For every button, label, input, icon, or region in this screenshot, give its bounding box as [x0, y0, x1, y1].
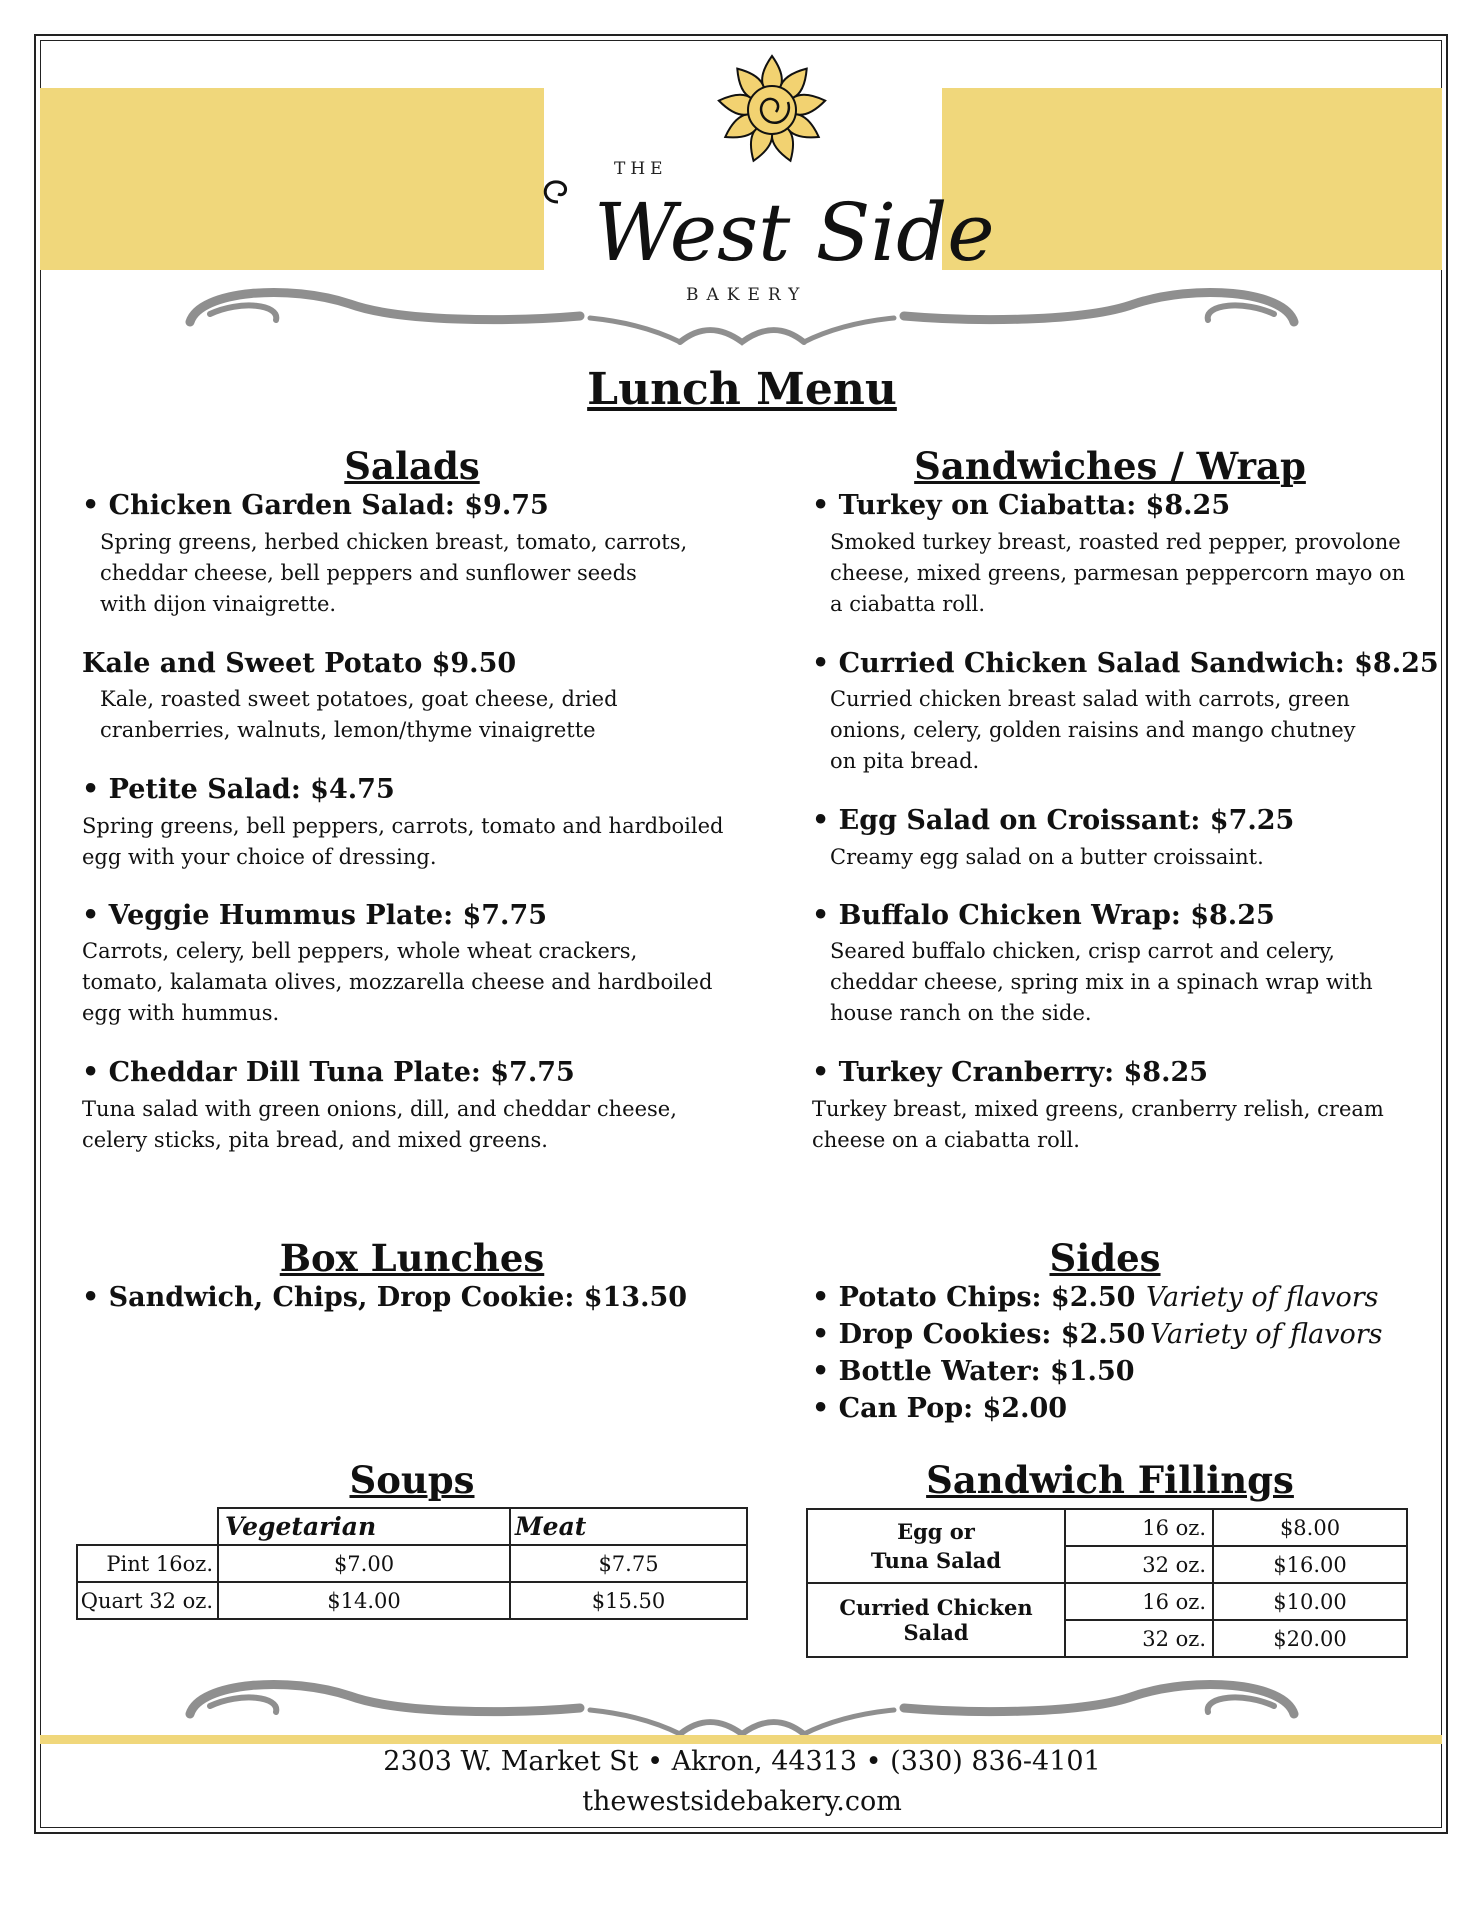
filling-curried-chicken: Curried Chicken Salad: [807, 1583, 1065, 1657]
page-title: Lunch Menu: [587, 364, 897, 415]
salad-item-5-desc: Tuna salad with green onions, dill, and cheddar cheese, celery sticks, pita bread, and mixed greens.: [82, 1097, 677, 1152]
sandwiches-heading: Sandwiches / Wrap: [914, 444, 1306, 488]
side-item-4-name: • Can Pop: $2.00: [812, 1393, 1068, 1424]
filling-egg-tuna: [807, 1509, 1065, 1583]
sides-heading: Sides: [1049, 1236, 1161, 1280]
salad-item-4-desc: Carrots, celery, bell peppers, whole wheat crackers, tomato, kalamata olives, mozzarella cheese and hardboiled egg with hummus.: [82, 939, 713, 1025]
filling-price: $10.00: [1213, 1583, 1407, 1620]
salad-item-4-name: • Veggie Hummus Plate: $7.75: [82, 900, 548, 931]
bottom-swirl-ornament: [180, 1672, 1304, 1740]
footer-website[interactable]: thewestsidebakery.com: [582, 1786, 902, 1817]
sandwich-item-3-name: • Egg Salad on Croissant: $7.25: [812, 805, 1295, 836]
salad-item-1-name: • Chicken Garden Salad: $9.75: [82, 490, 549, 521]
sandwich-item-1-name: • Turkey on Ciabatta: $8.25: [812, 490, 1231, 521]
fillings-heading: Sandwich Fillings: [926, 1458, 1294, 1502]
side-item-2-name: • Drop Cookies: $2.50: [812, 1319, 1146, 1350]
salad-item-1-desc: Spring greens, herbed chicken breast, tomato, carrots, cheddar cheese, bell peppers and sunflower seeds with dijon vinaigrette.: [100, 530, 688, 616]
soups-veg-price: $7.00: [218, 1545, 510, 1582]
side-item-2-note: Variety of flavors: [1150, 1319, 1383, 1350]
soups-table: [76, 1507, 748, 1620]
footer-band: [40, 1735, 1442, 1744]
logo-bakery: BAKERY: [686, 285, 808, 305]
sandwich-item-5-desc: Turkey breast, mixed greens, cranberry relish, cream cheese on a ciabatta roll.: [812, 1097, 1384, 1152]
side-item-1-name: • Potato Chips: $2.50: [812, 1282, 1136, 1313]
logo-name: West Side: [594, 186, 995, 279]
soups-heading: Soups: [349, 1458, 475, 1502]
table-row: [77, 1582, 747, 1619]
footer-address: 2303 W. Market St • Akron, 44313 • (330) 836-4101: [383, 1746, 1101, 1777]
soups-meat-price: $7.75: [510, 1545, 747, 1582]
sandwich-item-1-desc: Smoked turkey breast, roasted red pepper, provolone cheese, mixed greens, parmesan peppercorn mayo on a ciabatta roll.: [830, 530, 1406, 616]
sun-icon: [717, 56, 827, 164]
box-lunches-heading: Box Lunches: [279, 1236, 545, 1280]
box-lunch-item: • Sandwich, Chips, Drop Cookie: $13.50: [82, 1282, 688, 1313]
side-item-3-name: • Bottle Water: $1.50: [812, 1356, 1135, 1387]
side-item-1-note: Variety of flavors: [1146, 1282, 1379, 1313]
filling-price: $8.00: [1213, 1509, 1407, 1546]
header-band-right: [942, 88, 1442, 270]
sandwich-item-4-desc: Seared buffalo chicken, crisp carrot and celery, cheddar cheese, spring mix in a spinach wrap with house ranch on the side.: [830, 939, 1373, 1025]
soups-col-meat: Meat: [510, 1508, 747, 1545]
salad-item-3-desc: Spring greens, bell peppers, carrots, tomato and hardboiled egg with your choice of dressing.: [82, 814, 724, 869]
filling-size: 32 oz.: [1065, 1546, 1213, 1583]
table-row: [807, 1509, 1407, 1546]
sandwich-item-2-name: • Curried Chicken Salad Sandwich: $8.25: [812, 648, 1439, 679]
logo-the: THE: [614, 159, 668, 179]
fillings-table: [806, 1508, 1408, 1658]
top-swirl-ornament: [180, 282, 1304, 348]
sandwich-item-4-name: • Buffalo Chicken Wrap: $8.25: [812, 900, 1275, 931]
filling-price: $16.00: [1213, 1546, 1407, 1583]
soups-corner: [77, 1508, 218, 1545]
salads-heading: Salads: [344, 444, 480, 488]
soups-size: Pint 16oz.: [77, 1545, 218, 1582]
filling-price: $20.00: [1213, 1620, 1407, 1657]
salad-item-3-name: • Petite Salad: $4.75: [82, 774, 395, 805]
soups-meat-price: $15.50: [510, 1582, 747, 1619]
soups-size: Quart 32 oz.: [77, 1582, 218, 1619]
header-band-left: [40, 88, 544, 270]
salad-item-2-name: Kale and Sweet Potato $9.50: [82, 648, 517, 679]
salad-item-2-desc: Kale, roasted sweet potatoes, goat cheese, dried cranberries, walnuts, lemon/thyme vinaigrette: [100, 687, 618, 742]
sandwich-item-2-desc: Curried chicken breast salad with carrots, green onions, celery, golden raisins and mango chutney on pita bread.: [830, 687, 1356, 773]
filling-size: 16 oz.: [1065, 1509, 1213, 1546]
salad-item-5-name: • Cheddar Dill Tuna Plate: $7.75: [82, 1057, 575, 1088]
filling-size: 16 oz.: [1065, 1583, 1213, 1620]
soups-col-vegetarian: Vegetarian: [218, 1508, 510, 1545]
soups-veg-price: $14.00: [218, 1582, 510, 1619]
filling-egg-tuna-line1: Egg or: [897, 1519, 975, 1544]
sandwich-item-3-desc: Creamy egg salad on a butter croissaint.: [830, 845, 1264, 869]
filling-size: 32 oz.: [1065, 1620, 1213, 1657]
filling-egg-tuna-line2: Tuna Salad: [870, 1548, 1002, 1573]
table-row: [77, 1545, 747, 1582]
sandwich-item-5-name: • Turkey Cranberry: $8.25: [812, 1057, 1209, 1088]
table-row: [807, 1583, 1407, 1620]
